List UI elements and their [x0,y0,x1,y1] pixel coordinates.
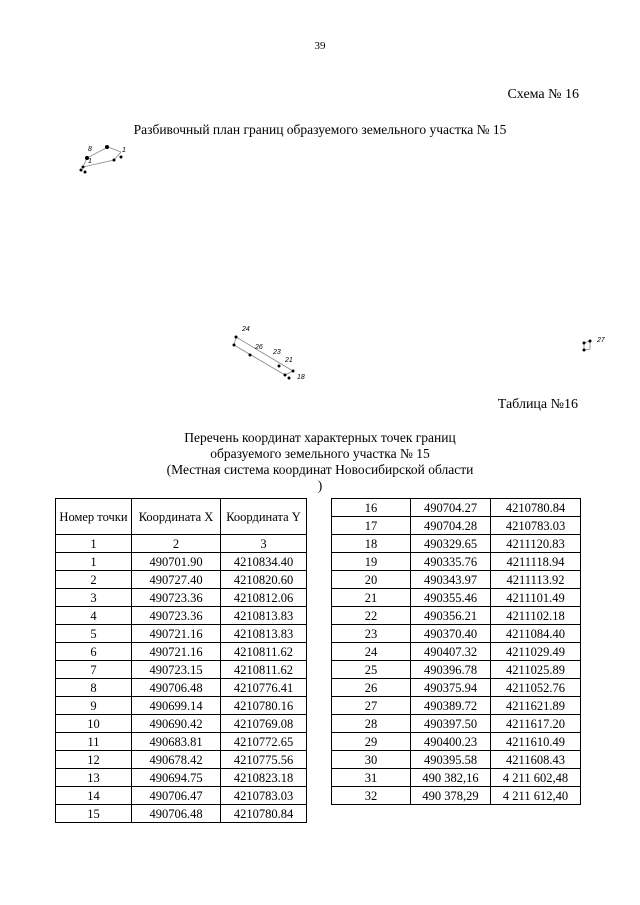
table-cell: 490343.97 [411,571,491,589]
table-row [332,733,581,751]
table-cell: 32 [332,787,411,805]
table-cell: 490723.15 [132,661,221,679]
boundary-point [113,159,116,162]
table-cell: 18 [332,535,411,553]
table-cell: 4 211 612,40 [491,787,581,805]
point-label: 21 [285,357,293,364]
table-cell: 4211118.94 [491,553,581,571]
table-cell: 3 [56,589,132,607]
table-cell: 4211113.92 [491,571,581,589]
table-cell: 17 [332,517,411,535]
table-row [332,787,581,805]
table-cell: 5 [56,625,132,643]
table-cell: 6 [56,643,132,661]
table-cell: 4210783.03 [491,517,581,535]
table-cell: 4211610.49 [491,733,581,751]
table-cell: 10 [56,715,132,733]
caption-line: ) [317,478,323,493]
plan-title: Разбивочный план границ образуемого земельного участка № 15 [133,122,507,137]
table-cell: 490699.14 [132,697,221,715]
table-row [56,589,307,607]
table-cell: 490704.28 [411,517,491,535]
table-cell: 490701.90 [132,553,221,571]
table-cell: 16 [332,499,411,517]
table-cell: 490721.16 [132,625,221,643]
table-cell: 28 [332,715,411,733]
table-row [56,787,307,805]
table-cell: 4210813.83 [221,625,307,643]
table-cell: 2 [132,535,221,553]
table-row [56,751,307,769]
table-row [332,589,581,607]
table-row [56,643,307,661]
table-row [332,769,581,787]
boundary-point [80,169,83,172]
boundary-point [233,344,236,347]
table-cell: 4211029.49 [491,643,581,661]
boundary-point [84,171,87,174]
table-row [332,499,581,517]
table-cell: 25 [332,661,411,679]
table-cell: 29 [332,733,411,751]
table-cell: 19 [332,553,411,571]
table-cell: 490 382,16 [411,769,491,787]
table-cell: 4211617.20 [491,715,581,733]
boundary-point [583,342,586,345]
caption-line: (Местная система координат Новосибирской области [166,462,474,477]
table-cell: 490370.40 [411,625,491,643]
table-cell: 490395.58 [411,751,491,769]
header-coordinate-x: Координата X [132,499,221,535]
table-cell: 490678.42 [132,751,221,769]
table-cell: 4211025.89 [491,661,581,679]
table-cell: 11 [56,733,132,751]
boundary-point [284,374,287,377]
table-cell: 9 [56,697,132,715]
table-cell: 490329.65 [411,535,491,553]
table-row [56,625,307,643]
table-cell: 4210811.62 [221,661,307,679]
table-row [56,607,307,625]
table-cell: 4 211 602,48 [491,769,581,787]
header-point-number: Номер точки [56,499,132,535]
table-caption [140,430,500,494]
table-cell: 3 [221,535,307,553]
caption-line: образуемого земельного участка № 15 [210,446,430,461]
table-label: Таблица №16 [497,397,578,412]
table-cell: 490407.32 [411,643,491,661]
point-label: 27 [597,337,605,344]
boundary-point [589,340,592,343]
table-cell: 490690.42 [132,715,221,733]
layout-plan-drawing [0,0,640,400]
table-cell: 26 [332,679,411,697]
table-cell: 4210834.40 [221,553,307,571]
boundary-point [249,354,252,357]
table-cell: 490706.47 [132,787,221,805]
table-cell: 21 [332,589,411,607]
table-row [332,535,581,553]
table-cell: 490400.23 [411,733,491,751]
table-cell: 4210813.83 [221,607,307,625]
table-cell: 8 [56,679,132,697]
table-cell: 27 [332,697,411,715]
table-row [56,733,307,751]
boundary-point [120,156,123,159]
table-row [56,769,307,787]
table-cell: 490397.50 [411,715,491,733]
table-cell: 15 [56,805,132,823]
table-cell: 7 [56,661,132,679]
table-cell: 4211120.83 [491,535,581,553]
point-label: 26 [255,344,263,351]
table-row [56,715,307,733]
point-label: 24 [242,326,250,333]
table-cell: 490706.48 [132,805,221,823]
table-cell: 22 [332,607,411,625]
point-label: 8 [88,146,92,153]
table-cell: 490721.16 [132,643,221,661]
table-cell: 4210776.41 [221,679,307,697]
table-row [332,517,581,535]
boundary-point [278,365,281,368]
table-cell: 490355.46 [411,589,491,607]
table-row [332,643,581,661]
table-row [56,697,307,715]
table-cell: 4210780.16 [221,697,307,715]
table-cell: 4210780.84 [221,805,307,823]
table-cell: 2 [56,571,132,589]
table-row [332,751,581,769]
table-cell: 30 [332,751,411,769]
table-cell: 4210783.03 [221,787,307,805]
table-cell: 20 [332,571,411,589]
table-cell: 490683.81 [132,733,221,751]
table-row [56,805,307,823]
table-cell: 13 [56,769,132,787]
table-cell: 490389.72 [411,697,491,715]
table-cell: 490356.21 [411,607,491,625]
point-label: 18 [297,374,305,381]
coordinates-table-left [55,498,307,823]
table-cell: 490727.40 [132,571,221,589]
table-cell: 4210820.60 [221,571,307,589]
table-cell: 14 [56,787,132,805]
table-cell: 4211621.89 [491,697,581,715]
table-cell: 490704.27 [411,499,491,517]
table-cell: 12 [56,751,132,769]
table-cell: 4211608.43 [491,751,581,769]
table-cell: 31 [332,769,411,787]
table-cell: 490375.94 [411,679,491,697]
table-cell: 4211052.76 [491,679,581,697]
table-cell: 490706.48 [132,679,221,697]
coordinates-table-right [331,498,581,805]
point-label: 1 [122,147,126,154]
table-cell: 4211101.49 [491,589,581,607]
page-number: 39 [314,40,326,52]
boundary-point [105,145,109,149]
parcel-boundary-2 [234,337,293,375]
table-cell: 4210823.18 [221,769,307,787]
table-cell: 4210780.84 [491,499,581,517]
boundary-point [288,377,291,380]
table-cell: 1 [56,535,132,553]
table-row [332,607,581,625]
table-cell: 490723.36 [132,589,221,607]
boundary-point [583,349,586,352]
scheme-label: Схема № 16 [507,87,579,102]
table-cell: 4210775.56 [221,751,307,769]
table-row [332,661,581,679]
table-row [56,553,307,571]
table-cell: 490 378,29 [411,787,491,805]
table-cell: 490335.76 [411,553,491,571]
boundary-point [292,370,295,373]
table-row [332,625,581,643]
table-cell: 4210812.06 [221,589,307,607]
table-cell: 24 [332,643,411,661]
table-row [332,697,581,715]
table-cell: 23 [332,625,411,643]
table-cell: 4210811.62 [221,643,307,661]
boundary-point [82,166,85,169]
table-cell: 1 [56,553,132,571]
table-cell: 4210769.08 [221,715,307,733]
header-coordinate-y: Координата Y [221,499,307,535]
table-cell: 4 [56,607,132,625]
table-cell: 490694.75 [132,769,221,787]
table-row [332,571,581,589]
point-label: 1 [88,158,92,165]
table-header-row [56,499,307,535]
table-row [332,715,581,733]
caption-line: Перечень координат характерных точек границ [184,430,456,445]
boundary-point [235,336,238,339]
table-row [56,571,307,589]
table-cell: 4211084.40 [491,625,581,643]
table-row [332,679,581,697]
table-cell: 4210772.65 [221,733,307,751]
table-row [56,679,307,697]
table-index-row [56,535,307,553]
table-cell: 490723.36 [132,607,221,625]
table-cell: 4211102.18 [491,607,581,625]
point-label: 23 [273,349,281,356]
table-row [56,661,307,679]
table-cell: 490396.78 [411,661,491,679]
table-row [332,553,581,571]
